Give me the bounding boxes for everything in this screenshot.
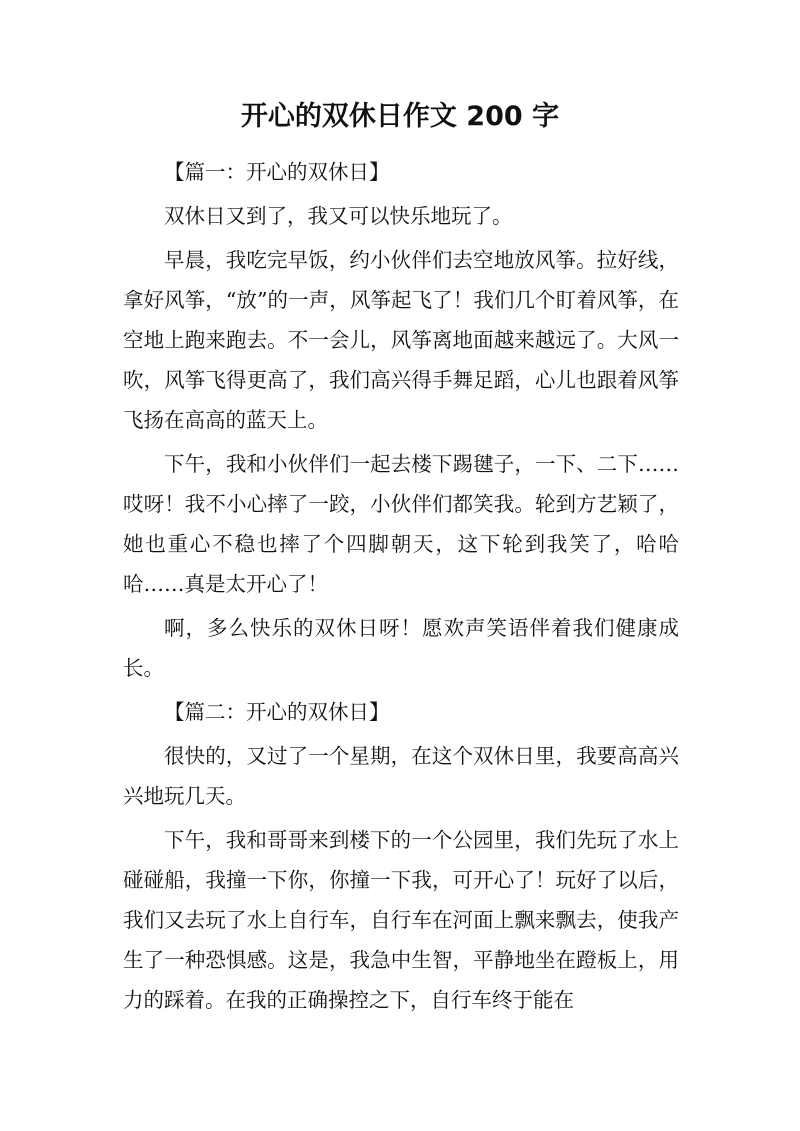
paragraph: 啊，多么快乐的双休日呀！愿欢声笑语伴着我们健康成长。: [123, 616, 679, 680]
section-heading-1: 【篇一：开心的双休日】: [164, 160, 390, 184]
section-heading-2: 【篇二：开心的双休日】: [164, 700, 390, 724]
paragraph: 下午，我和小伙伴们一起去楼下踢毽子，一下、二下……哎呀！我不小心摔了一跤，小伙伴们都笑我。轮到方艺颖了，她也重心不稳也摔了个四脚朝天，这下轮到我笑了，哈哈哈……真是太开心了！: [123, 452, 679, 596]
paragraph: 很快的，又过了一个星期，在这个双休日里，我要高高兴兴地玩几天。: [123, 744, 679, 808]
paragraph: 双休日又到了，我又可以快乐地玩了。: [164, 204, 513, 228]
paragraph: 下午，我和哥哥来到楼下的一个公园里，我们先玩了水上碰碰船，我撞一下你，你撞一下我，可开心了！玩好了以后，我们又去玩了水上自行车，自行车在河面上飘来飘去，使我产生了一种恐惧感。这是，我急中生智，平静地坐在蹬板上，用力的踩着。在我的正确操控之下，自行车终于能在: [123, 828, 679, 1012]
document-title: 开心的双休日作文 200 字: [240, 101, 560, 132]
document-body: [123, 152, 679, 1024]
paragraph: 早晨，我吃完早饭，约小伙伴们去空地放风筝。拉好线，拿好风筝，“放”的一声，风筝起飞了！我们几个盯着风筝，在空地上跑来跑去。不一会儿，风筝离地面越来越远了。大风一吹，风筝飞得更高了，我们高兴得手舞足蹈，心儿也跟着风筝飞扬在高高的蓝天上。: [123, 248, 679, 432]
